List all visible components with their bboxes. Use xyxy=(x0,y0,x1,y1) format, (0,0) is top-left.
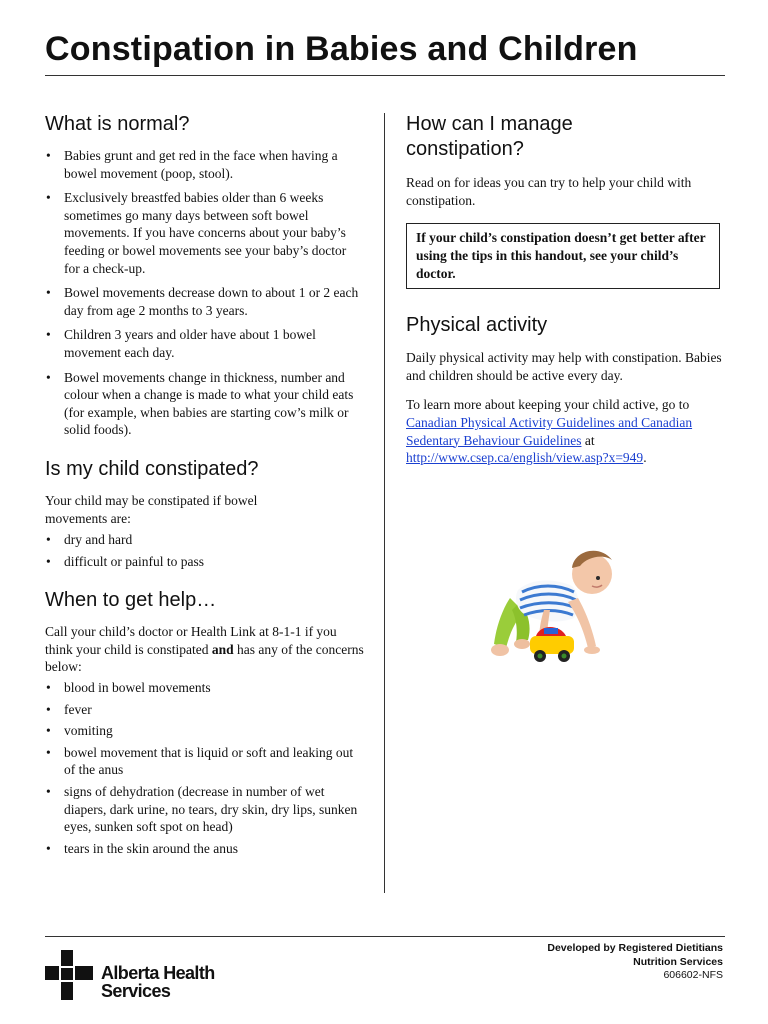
logo-line-2: Services xyxy=(101,981,171,1001)
heading-is-my-child-constipated: Is my child constipated? xyxy=(45,457,259,480)
list-item: • dry and hard xyxy=(45,531,365,549)
baby-crawling-photo xyxy=(488,540,624,666)
footer-divider xyxy=(45,936,725,937)
heading-when-to-get-help: When to get help… xyxy=(45,589,217,612)
list-item: • signs of dehydration (decrease in number of wet diapers, dark urine, no tears, dry skin, dry lips, sunken eyes, sunken soft spot on head) xyxy=(45,783,365,836)
help-intro-text-end: has any of the concerns below: xyxy=(45,641,364,675)
footer-nutrition-services: Nutrition Services xyxy=(633,955,723,968)
activity-text: Daily physical activity may help with constipation. Babies and children should be active every day. xyxy=(406,350,722,383)
manage-intro: Read on for ideas you can try to help your child with constipation. xyxy=(406,175,692,208)
activity-learn-more xyxy=(406,396,724,466)
left-column xyxy=(45,112,365,857)
section-how-can-i-manage xyxy=(406,112,724,289)
help-intro-emphasis: and xyxy=(211,641,234,657)
help-intro-text: Call your child’s doctor or Health Link at 8-1-1 if you think your child is constipated xyxy=(45,624,337,657)
list-item: • fever xyxy=(45,701,365,719)
right-column xyxy=(406,112,724,467)
list-item: • vomiting xyxy=(45,722,365,740)
constipated-list xyxy=(45,531,365,570)
constipated-intro: Your child may be constipated if bowel movements are: xyxy=(45,492,258,526)
heading-physical-activity: Physical activity xyxy=(406,314,548,337)
page-title: Constipation in Babies and Children xyxy=(45,30,638,68)
learn-more-text: To learn more about keeping your child active, go to xyxy=(406,397,690,413)
footer-credits xyxy=(547,942,723,983)
alberta-health-services-logo xyxy=(45,950,215,1002)
list-item: • tears in the skin around the anus xyxy=(45,840,365,858)
section-is-my-child-constipated xyxy=(45,457,365,570)
logo-line-1: Alberta Health xyxy=(101,963,215,983)
footer-document-code: 606602-NFS xyxy=(663,969,723,981)
list-item: • difficult or painful to pass xyxy=(45,553,365,571)
list-item: • Babies grunt and get red in the face when having a bowel movement (poop, stool). xyxy=(45,147,365,182)
help-list xyxy=(45,679,365,857)
section-when-to-get-help xyxy=(45,588,365,857)
heading-what-is-normal: What is normal? xyxy=(45,113,190,135)
section-physical-activity xyxy=(406,313,724,467)
list-item: • Bowel movements decrease down to about 1 or 2 each day from age 2 months to 3 years. xyxy=(45,284,365,319)
section-what-is-normal xyxy=(45,112,365,439)
csep-url-link[interactable]: http://www.csep.ca/english/view.asp?x=949 xyxy=(406,450,644,466)
heading-how-can-i-manage: How can I manage constipation? xyxy=(406,113,573,160)
list-item: • Exclusively breastfed babies older than 6 weeks sometimes go many days between soft bowel movements. If you have concerns about your baby’s feeding or bowel movements see your baby’s doctor for a check-up. xyxy=(45,189,365,277)
normal-list xyxy=(45,147,365,439)
list-item: • blood in bowel movements xyxy=(45,679,365,697)
help-intro xyxy=(45,623,365,676)
footer-developed-by: Developed by Registered Dietitians xyxy=(547,942,723,954)
ahs-logo-icon xyxy=(45,950,93,1000)
column-divider xyxy=(384,113,385,893)
logo-wordmark xyxy=(101,964,215,1000)
learn-more-text-end: . xyxy=(643,450,647,466)
learn-more-text-mid: at xyxy=(581,432,595,448)
doctor-callout-box: If your child’s constipation doesn’t get better after using the tips in this handout, see your child’s doctor. xyxy=(406,223,720,289)
guidelines-link[interactable]: Canadian Physical Activity Guidelines and Canadian Sedentary Behaviour Guidelines xyxy=(406,414,693,448)
title-divider xyxy=(45,75,725,76)
list-item: • bowel movement that is liquid or soft and leaking out of the anus xyxy=(45,744,365,779)
list-item: • Bowel movements change in thickness, number and colour when a change is made to what your child eats (for example, when babies are starting cow’s milk or solid foods). xyxy=(45,369,365,439)
list-item: • Children 3 years and older have about 1 bowel movement each day. xyxy=(45,326,365,361)
